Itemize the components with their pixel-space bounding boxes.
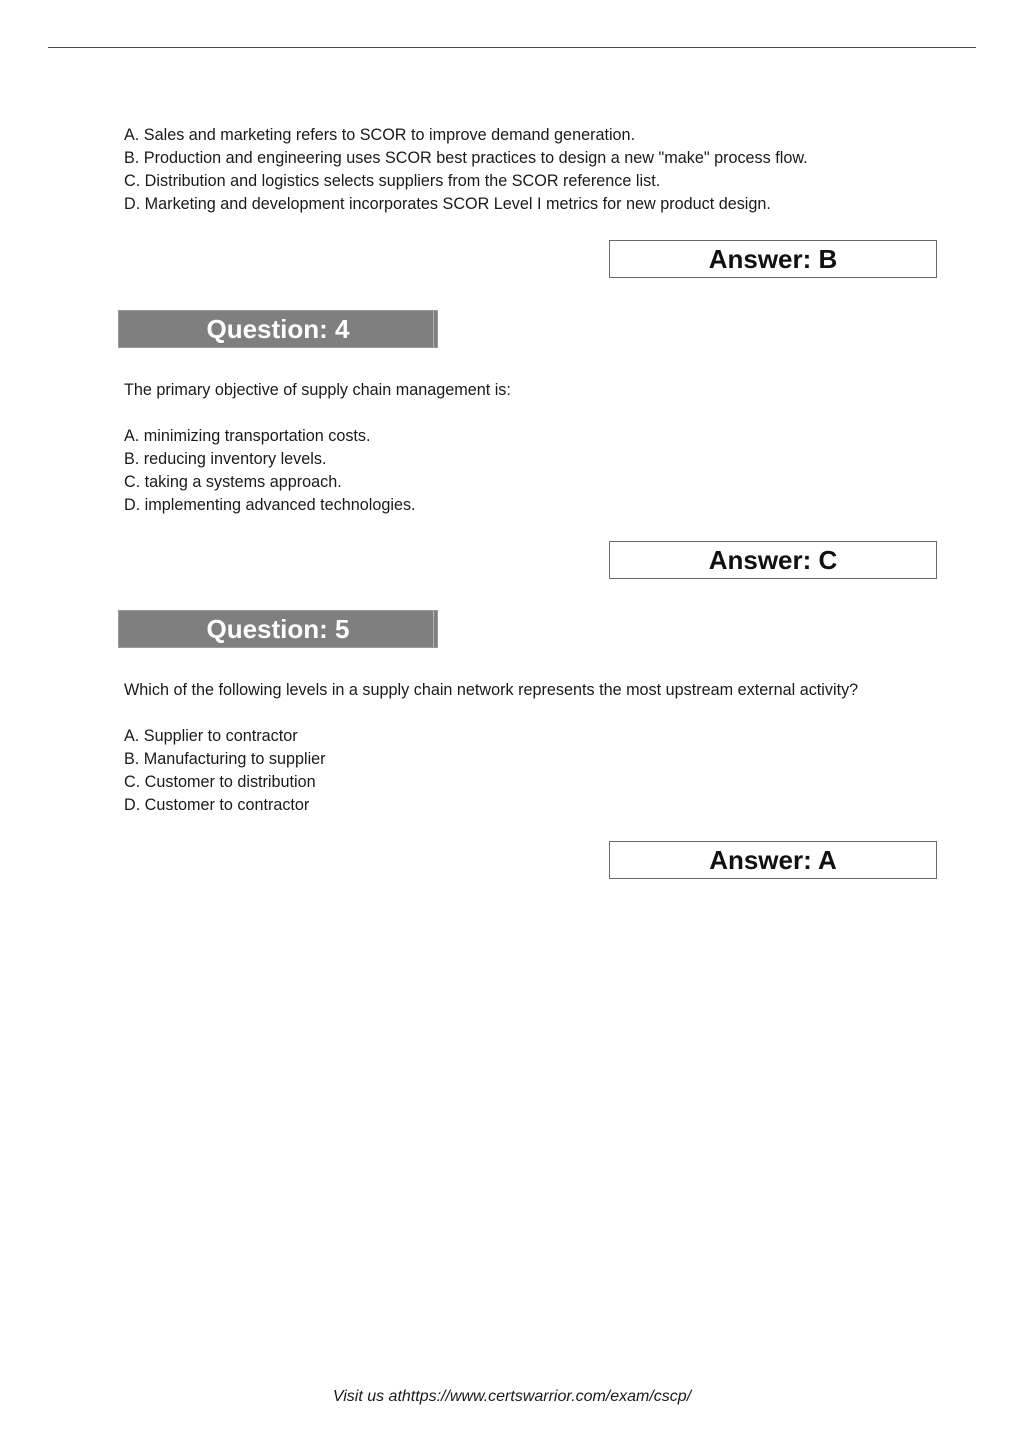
q4-heading: Question: 4 [118, 310, 438, 348]
option-c: C. Customer to distribution [124, 773, 316, 791]
option-a: A. Sales and marketing refers to SCOR to improve demand generation. [124, 126, 636, 144]
q5-question: Which of the following levels in a supply chain network represents the most upstream external activity? [124, 681, 859, 699]
q5-heading: Question: 5 [118, 610, 438, 648]
header-rule [48, 47, 976, 48]
option-b: B. Manufacturing to supplier [124, 750, 326, 768]
option-b: B. reducing inventory levels. [124, 450, 327, 468]
option-c: C. taking a systems approach. [124, 473, 342, 491]
option-b: B. Production and engineering uses SCOR best practices to design a new "make" process flow. [124, 149, 808, 167]
q3-options [124, 124, 808, 216]
option-d: D. Customer to contractor [124, 796, 310, 814]
q4-options [124, 425, 416, 517]
option-d: D. implementing advanced technologies. [124, 496, 416, 514]
q5-answer-box: Answer: A [609, 841, 937, 879]
option-a: A. minimizing transportation costs. [124, 427, 371, 445]
q3-answer-box: Answer: B [609, 240, 937, 278]
option-a: A. Supplier to contractor [124, 727, 298, 745]
option-c: C. Distribution and logistics selects suppliers from the SCOR reference list. [124, 172, 661, 190]
q4-question: The primary objective of supply chain management is: [124, 381, 511, 399]
option-d: D. Marketing and development incorporates SCOR Level I metrics for new product design. [124, 195, 771, 213]
footer-link-text[interactable]: Visit us athttps://www.certswarrior.com/exam/cscp/ [332, 1388, 692, 1405]
q5-options [124, 725, 326, 817]
q4-answer-box: Answer: C [609, 541, 937, 579]
